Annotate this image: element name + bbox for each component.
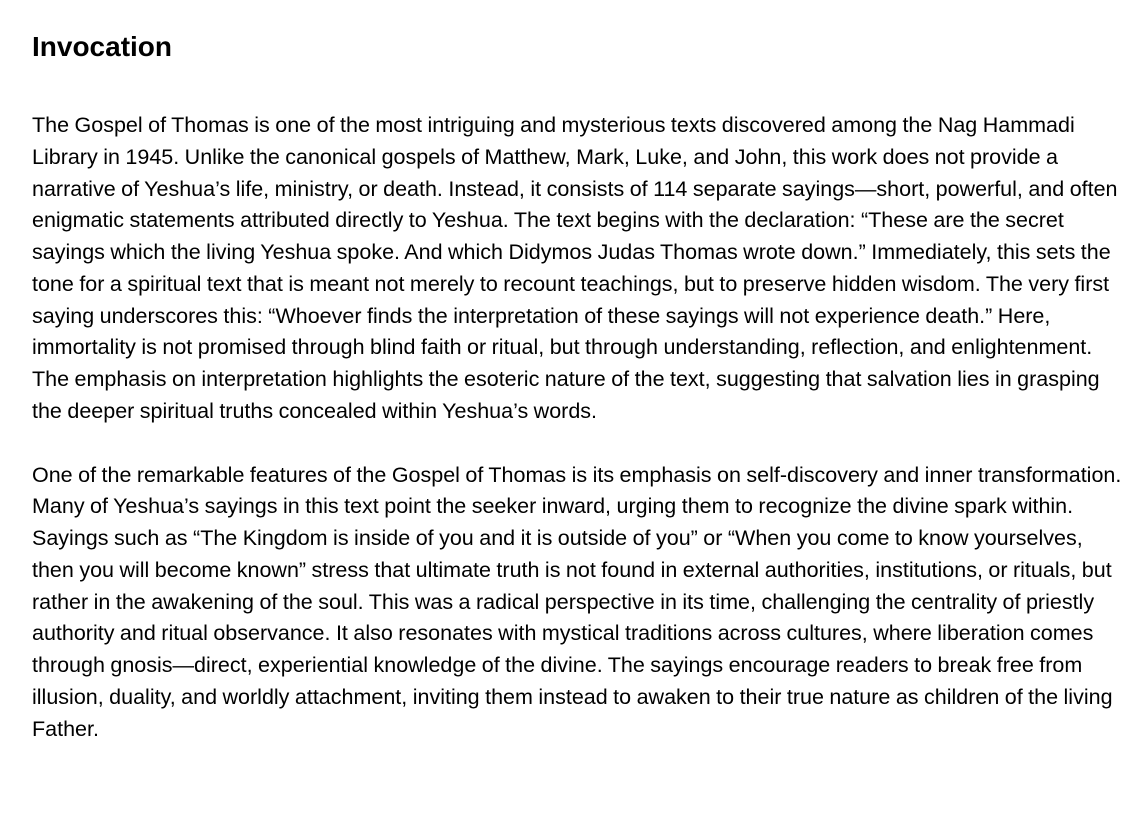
paragraph-2: One of the remarkable features of the Gospel of Thomas is its emphasis on self-discovery and inner transformation. Many of Yeshua’s sayings in this text point the seeker inward, urging them to recognize the divine spark within. Sayings such as “The Kingdom is inside of you and it is outside of you” or “When you come to know yourselves, then you will become known” stress that ultimate truth is not found in external authorities, institutions, or rituals, but rather in the awakening of the soul. This was a radical perspective in its time, challenging the centrality of priestly authority and ritual observance. It also resonates with mystical traditions across cultures, where liberation comes through gnosis—direct, experiential knowledge of the divine. The sayings encourage readers to break free from illusion, duality, and worldly attachment, inviting them instead to awaken to their true nature as children of the living Father. [32,462,1122,741]
paragraph-1: The Gospel of Thomas is one of the most intriguing and mysterious texts discovered among the Nag Hammadi Library in 1945. Unlike the canonical gospels of Matthew, Mark, Luke, and John, this work does not provide a narrative of Yeshua’s life, ministry, or death. Instead, it consists of 114 separate sayings—short, powerful, and often enigmatic statements attributed directly to Yeshua. The text begins with the declaration: “These are the secret sayings which the living Yeshua spoke. And which Didymos Judas Thomas wrote down.” Immediately, this sets the tone for a spiritual text that is meant not merely to recount teachings, but to preserve hidden wisdom. The very first saying underscores this: “Whoever finds the interpretation of these sayings will not experience death.” Here, immortality is not promised through blind faith or ritual, but through understanding, reflection, and enlightenment. The emphasis on interpretation highlights the esoteric nature of the text, suggesting that salvation lies in grasping the deeper spiritual truths concealed within Yeshua’s words. [32,113,1118,423]
page-title: Invocation [32,31,173,62]
